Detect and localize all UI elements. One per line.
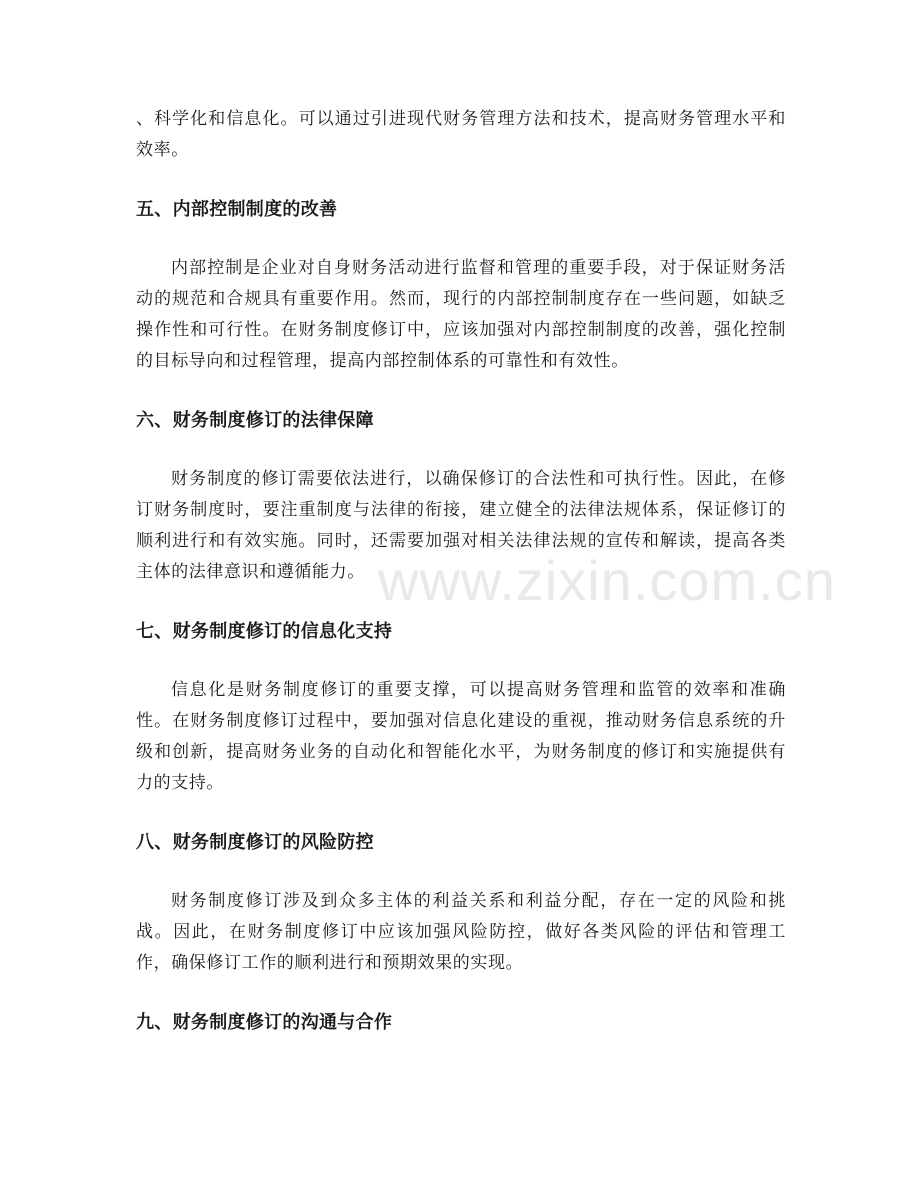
section-heading-6: 六、财务制度修订的法律保障 [136, 410, 374, 431]
watermark: www.zixin.com.cn [378, 549, 836, 612]
section-heading-5: 五、内部控制制度的改善 [136, 199, 338, 220]
section-body-5: 内部控制是企业对自身财务活动进行监督和管理的重要手段，对于保证财务活动的规范和合规具有重要作用。然而，现行的内部控制制度存在一些问题，如缺乏操作性和可行性。在财务制度修订中，应该加强对内部控制制度的改善，强化控制的目标导向和过程管理，提高内部控制体系的可靠性和有效性。 [136, 258, 786, 371]
section-body-6: 财务制度的修订需要依法进行，以确保修订的合法性和可执行性。因此，在修订财务制度时，要注重制度与法律的衔接，建立健全的法律法规体系，保证修订的顺利进行和有效实施。同时，还需要加强对相关法律法规的宣传和解读，提高各类主体的法律意识和遵循能力。 [136, 469, 786, 582]
section-body-8: 财务制度修订涉及到众多主体的利益关系和利益分配，存在一定的风险和挑战。因此，在财务制度修订中应该加强风险防控，做好各类风险的评估和管理工作，确保修订工作的顺利进行和预期效果的实现。 [136, 891, 786, 973]
document-body [136, 104, 786, 1038]
section-body-7: 信息化是财务制度修订的重要支撑，可以提高财务管理和监管的效率和准确性。在财务制度修订过程中，要加强对信息化建设的重视，推动财务信息系统的升级和创新，提高财务业务的自动化和智能化水平，为财务制度的修订和实施提供有力的支持。 [136, 680, 786, 793]
section-heading-8: 八、财务制度修订的风险防控 [136, 832, 374, 853]
section-heading-7: 七、财务制度修订的信息化支持 [136, 621, 393, 642]
section-heading-9: 九、财务制度修订的沟通与合作 [136, 1012, 393, 1033]
intro-paragraph: 、科学化和信息化。可以通过引进现代财务管理方法和技术，提高财务管理水平和效率。 [136, 109, 786, 160]
